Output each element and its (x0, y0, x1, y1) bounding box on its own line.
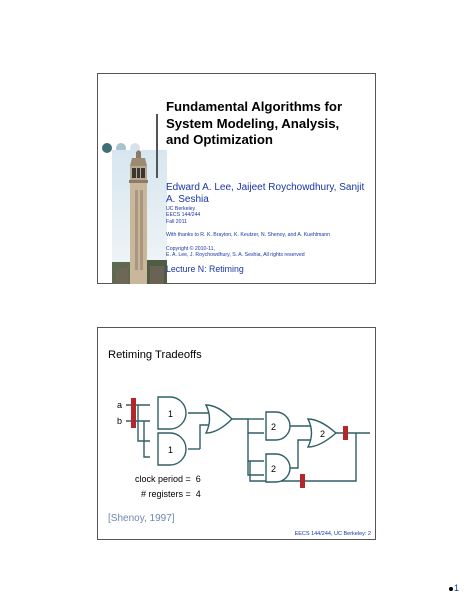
register-count-label: # registers = (141, 489, 191, 499)
gate-delay-label: 2 (320, 429, 326, 439)
gate-delay-label: 2 (271, 422, 277, 432)
title-slide (97, 73, 376, 284)
gate-delay-label: 1 (168, 409, 174, 419)
copyright-line: Copyright © 2010-11, (166, 246, 215, 252)
affiliation-line: UC Berkeley (166, 206, 196, 212)
page-number-value: 1 (454, 583, 460, 593)
dot-icon (102, 143, 112, 153)
copyright (166, 246, 305, 259)
retiming-slide (97, 327, 376, 540)
slide-title (166, 99, 372, 149)
clock-period-label: clock period = (135, 474, 191, 484)
affiliation (166, 206, 200, 225)
campanile-tower-image (112, 150, 167, 284)
register-icon (300, 474, 305, 488)
citation: [Shenoy, 1997] (108, 513, 175, 524)
slide-title: Retiming Tradeoffs (108, 349, 202, 361)
clock-period (135, 474, 201, 484)
register-count-value: 4 (195, 489, 201, 499)
page-number (449, 583, 459, 593)
input-b-label: b (117, 416, 123, 426)
slide-title-line: Fundamental Algorithms for (166, 99, 343, 114)
clock-period-value: 6 (195, 474, 201, 484)
acknowledgements: With thanks to R. K. Brayton, K. Keutzer, N. Shenoy, and A. Kuehlmann (166, 232, 330, 238)
slide-footer: EECS 144/244, UC Berkeley: 2 (294, 531, 371, 537)
register-icon (343, 426, 348, 440)
slide-title-line: System Modeling, Analysis, (166, 115, 340, 131)
affiliation-line: EECS 144/244 (166, 212, 201, 219)
lecture-title: Lecture N: Retiming (166, 264, 244, 274)
register-count (141, 489, 201, 499)
affiliation-line: Fall 2011 (166, 218, 187, 225)
register-icon (131, 398, 136, 428)
input-a-label: a (117, 400, 123, 410)
gate-delay-label: 1 (168, 445, 174, 455)
bullet-icon (449, 587, 453, 591)
copyright-line: E. A. Lee, J. Roychowdhury, S. A. Seshia, All rights reserved (166, 252, 305, 259)
slide-title-line: and Optimization (166, 132, 273, 147)
authors: Edward A. Lee, Jaijeet Roychowdhury, Sanjit A. Seshia (166, 182, 365, 205)
gate-delay-label: 2 (271, 464, 277, 474)
title-divider (156, 114, 158, 178)
